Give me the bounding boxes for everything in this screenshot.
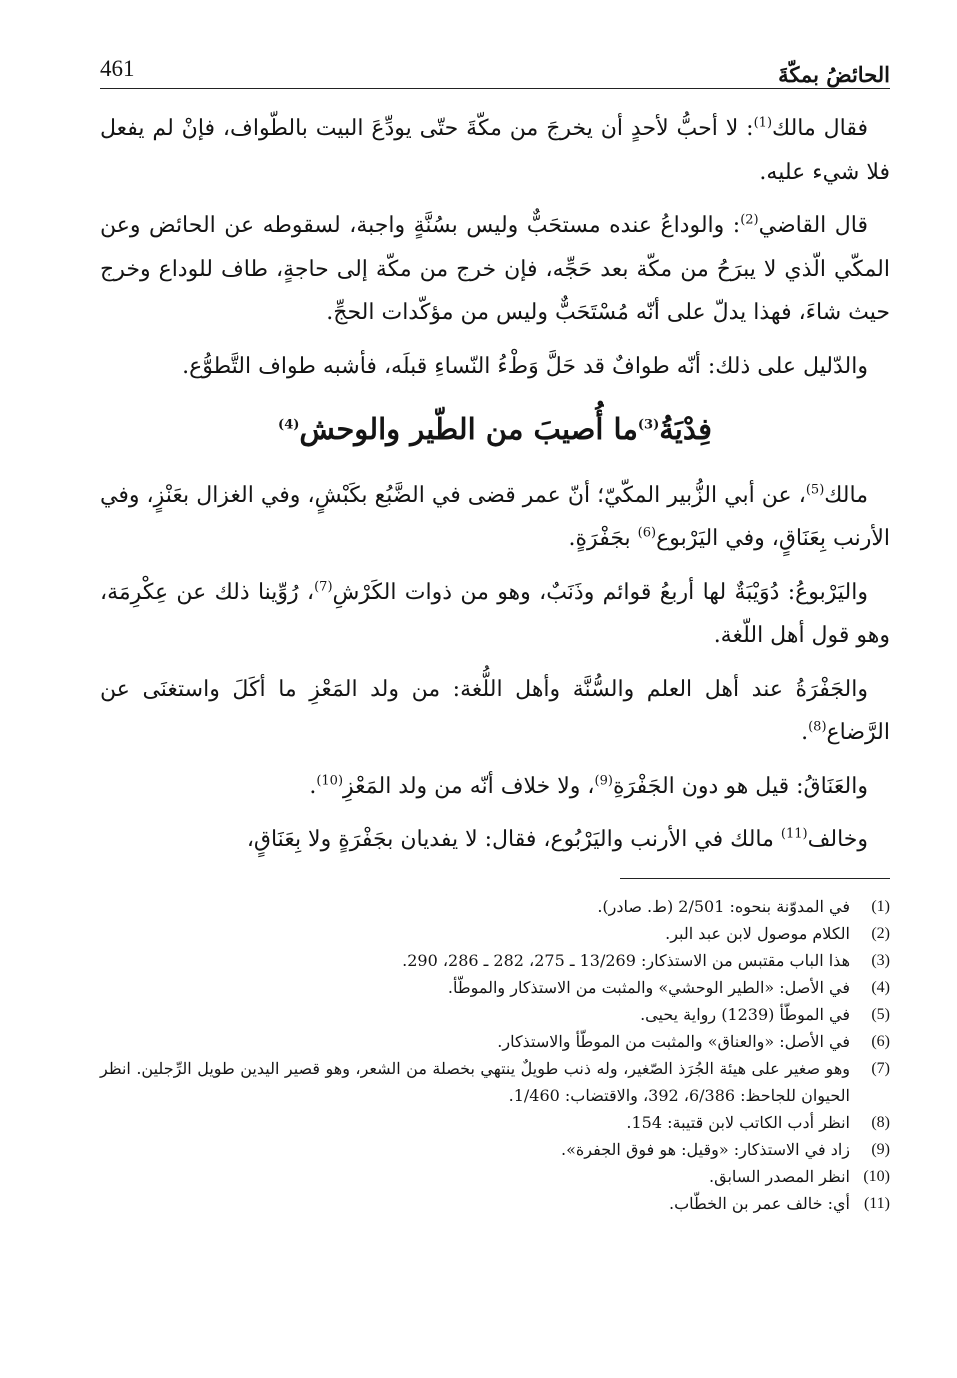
footnote-number: (5) <box>871 1005 890 1023</box>
paragraph: قال القاضي$^{(2)}$: والوداعُ عنده مستحَبٌّ وليس بسُنَّةٍ واجبة، لسقوطه عن الحائض وعن المكّي الّذي لا يبرَحُ من مكّة بعد حَجِّه، فإن خرج من مكّة إلى حاجةٍ، طاف للوداع وخرج حيث شاءَ، فهذا يدلّ على أنّه مُسْتَحَبٌّ وليس من مؤكّدات الحجِّ. <box>100 212 890 325</box>
paragraph: والجَفْرَةُ عند أهل العلم والسُّنَّة وأهل اللُّغة: من ولد المَعْزِ ما أكَلَ واستغنَى عن الرَّضاع$^{(8)}$. <box>100 676 890 745</box>
footnote-number: (1) <box>871 897 890 915</box>
book-page <box>100 48 890 1217</box>
footnote-number: (8) <box>871 1113 890 1131</box>
footnote-ref: (2) <box>740 212 759 228</box>
footnote-text: الكلام موصول لابن عبد البر. <box>665 923 850 943</box>
page-header <box>100 48 890 89</box>
footnote-text: انظر المصدر السابق. <box>709 1166 850 1186</box>
footnote-text: في الأصل: «الطير الوحشي» والمثبت من الاستذكار والموطّأ. <box>447 977 850 997</box>
footnote-text: أي: خالف عمر بن الخطّاب. <box>669 1193 850 1213</box>
footnote-text: في المدوّنة بنحوه: 2/501 (ط. صادر). <box>597 896 850 916</box>
footnotes <box>100 893 890 1217</box>
paragraph: والدّليل على ذلك: أنّه طوافٌ قد حَلَّ وَطْءُ النّساءِ قبلَه، فأشبه طواف التَّطوُّع. <box>182 353 868 379</box>
footnote-ref: (9) <box>594 773 613 789</box>
paragraph: وخالف$^{(11)}$ مالك في الأرنب واليَرْبُوع، فقال: لا يفديان بجَفْرَةٍ ولا بِعَنَاقٍ، <box>246 826 868 852</box>
footnote-ref: (8) <box>808 719 827 735</box>
footnote <box>100 1028 890 1055</box>
paragraph: فقال مالك$^{(1)}$: لا أحبُّ لأحدٍ أن يخرجَ من مكّةَ حتّى يودِّعَ البيت بالطّواف، فإنْ لم يفعل فلا شيء عليه. <box>100 115 890 185</box>
footnote-number: (4) <box>871 978 890 996</box>
footnote-ref: (4) <box>278 417 300 433</box>
footnote <box>100 1001 890 1028</box>
main-text <box>100 107 890 862</box>
footnote-text: انظر أدب الكاتب لابن قتيبة: 154. <box>626 1112 850 1132</box>
footnote-ref: (10) <box>316 773 344 789</box>
footnote <box>100 947 890 974</box>
section-paragraphs <box>100 474 890 862</box>
footnote <box>100 920 890 947</box>
footnote-number: (3) <box>871 951 890 969</box>
paragraph: والعَنَاقُ: قيل هو دون الجَفْرَةِ$^{(9)}$، ولا خلاف أنّه من ولد المَعْزِ$^{(10)}$. <box>309 773 868 799</box>
page-number: 461 <box>100 56 135 81</box>
footnote-number: (7) <box>871 1059 890 1077</box>
footnote <box>100 1163 890 1190</box>
footnote-number: (10) <box>863 1167 890 1185</box>
footnote-ref: (5) <box>805 482 825 498</box>
footnote-ref: (1) <box>753 115 773 131</box>
footnote-ref: (6) <box>637 525 657 541</box>
footnote-text: هذا الباب مقتبس من الاستذكار: 13/269 ـ 275، 282 ـ 286، 290. <box>402 950 850 970</box>
footnote-text: في الموطّأ (1239) رواية يحيى. <box>640 1004 850 1024</box>
footnote <box>100 893 890 920</box>
footnote-number: (9) <box>871 1140 890 1158</box>
footnote-text: وهو صغير على هيئة الجُرَذ الصّغير، وله ذنب طويلٌ ينتهي بخصلة من الشعر، وهو قصير اليدين طويل الرِّجلين. انظر الحيوان للجاحظ: 6/386، 392، والاقتضاب: 1/460. <box>100 1058 850 1105</box>
footnote <box>100 1136 890 1163</box>
footnote <box>100 1055 890 1109</box>
footnote-ref: (7) <box>314 579 333 595</box>
footnote-text: زاد في الاستذكار: «وقيل: هو فوق الجفرة». <box>561 1139 850 1159</box>
footnote-number: (2) <box>871 924 890 942</box>
running-title: الحائضُ بمكّةَ <box>778 62 890 87</box>
section-heading: فِدْيَةُ$^{(3)}$ما أُصيبَ من الطّير والوحش$^{(4)}$ <box>278 412 712 446</box>
footnote-number: (6) <box>871 1032 890 1050</box>
paragraph: واليَرْبوعُ: دُوَيْبَةٌ لها أربعُ قوائم وذَنَبٌ، وهو من ذوات الكَرْشِ$^{(7)}$، رُوِّينا ذلك عن عِكْرِمَة، وهو قول أهل اللّغة. <box>100 579 890 648</box>
footnote-ref: (11) <box>780 826 808 842</box>
footnote <box>100 1190 890 1217</box>
footnote-separator <box>620 878 890 879</box>
footnote <box>100 1109 890 1136</box>
footnote-text: في الأصل: «والعناق» والمثبت من الموطّأ والاستذكار. <box>497 1031 850 1051</box>
footnote <box>100 974 890 1001</box>
footnote-ref: (3) <box>637 417 660 433</box>
footnote-number: (11) <box>863 1194 890 1212</box>
paragraph: مالك$^{(5)}$، عن أبي الزُّبير المكّيّ؛ أنّ عمر قضى في الضَّبُع بكَبْشٍ، وفي الغزال بعَنْزٍ، وفي الأرنب بِعَنَاقٍ، وفي اليَرْبوع$^{(6)}$ بجَفْرَةٍ. <box>100 482 890 551</box>
